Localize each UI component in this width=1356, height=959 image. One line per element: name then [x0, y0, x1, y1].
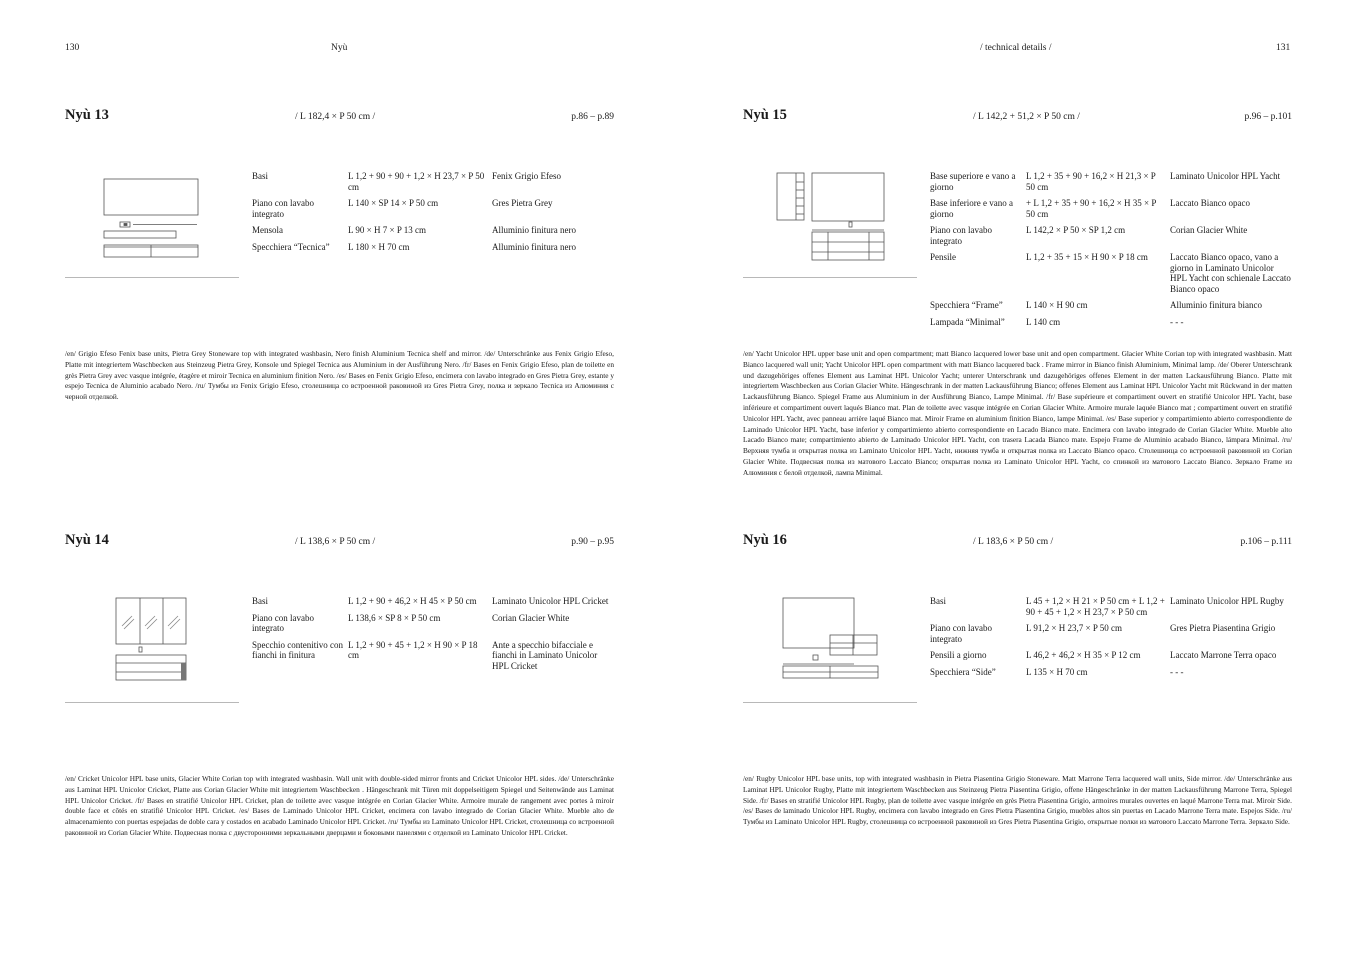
spec-size: L 140 × H 90 cm: [1026, 300, 1088, 310]
overall-dimensions: / L 183,6 × P 50 cm /: [973, 537, 1054, 547]
spec-item: Base superiore e vano a giorno: [930, 171, 1016, 192]
spec-row: [252, 596, 614, 613]
page-reference: p.106 – p.111: [1240, 537, 1292, 547]
divider: [65, 702, 239, 703]
spec-size: L 140 cm: [1026, 316, 1061, 327]
spec-finish: Gres Pietra Grey: [492, 198, 553, 208]
spec-finish: Laccato Bianco opaco, vano a giorno in Laminato Unicolor HPL Yacht con schienale Laccato Bianco opaco: [1170, 252, 1291, 294]
spec-finish: Laccato Bianco opaco: [1170, 198, 1250, 208]
spec-size: L 1,2 + 35 + 90 + 16,2 × H 21,3 × P 50 cm: [1026, 171, 1156, 192]
spec-finish: - - -: [1170, 666, 1184, 677]
spec-finish: Corian Glacier White: [492, 612, 570, 623]
spec-row: [930, 667, 1292, 684]
spec-finish: Alluminio finitura nero: [492, 225, 576, 235]
spec-size: L 1,2 + 90 + 45 + 1,2 × H 90 × P 18 cm: [348, 639, 478, 660]
spec-item: Base inferiore e vano a giorno: [930, 198, 1013, 219]
composition-drawing: [743, 592, 917, 704]
spec-size: L 140 × SP 14 × P 50 cm: [348, 198, 439, 208]
spec-item: Pensile: [930, 252, 956, 262]
spec-finish: Gres Pietra Piasentina Grigio: [1170, 623, 1276, 633]
spec-size: L 135 × H 70 cm: [1026, 666, 1088, 677]
section-title: Nyù 15: [743, 107, 787, 123]
multilingual-description: /en/ Cricket Unicolor HPL base units, Glacier White Corian top with integrated washbasin. Wall unit with double-sided mirror fronts and Cricket Unicolor HPL sides. /de/ Unterschränke aus Laminat HPL Unicolor Cricket, Platte aus Corian Glacier White mit integriertem Waschbecken . Hängeschrank mit Türen mit doppelseitigem Spiegel und Seitenwände aus Laminat HPL Unicolor Cricket. /fr/ Bases en stratifié Unicolor HPL Cricket, plan de toilette avec vasque intégrée en Corian Glacier White. Armoire murale de rangement avec portes à miroir double face et côtés en stratifié Unicolor HPL Cricket. /es/ Bases de Laminado Unicolor HPL Cricket, encimera con lavabo integrado de Corian Glacier White. Mueble alto de almacenamiento con puertas espejadas de doble cara y costados en acabado Laminado Unicolor HPL Cricket. /ru/ Тумбы из Laminato Unicolor HPL Cricket, столешница со встроенной раковиной из Corian Glacier White. Подвесная полка с двусторонними зеркальными дверцами и боковыми панелями с отделкой из Laminato Unicolor HPL Cricket.: [65, 774, 614, 837]
spec-row: [252, 242, 614, 259]
overall-dimensions: / L 142,2 + 51,2 × P 50 cm /: [973, 112, 1080, 122]
composition-drawing: [65, 167, 239, 279]
spec-row: [930, 596, 1292, 623]
spec-item: Pensili a giorno: [930, 650, 987, 660]
spec-size: L 138,6 × SP 8 × P 50 cm: [348, 612, 441, 623]
spec-item: Specchiera “Side”: [930, 666, 996, 677]
spec-finish: Corian Glacier White: [1170, 225, 1248, 235]
multilingual-description: /en/ Grigio Efeso Fenix base units, Pietra Grey Stoneware top with integrated washbasin, Nero finish Aluminium Tecnica shelf and mirror. /de/ Unterschränke aus Fenix Grigio Efeso, Platte mit integriertem Waschbecken aus Steinzeug Pietra Grey, Konsole und Spiegel Tecnica aus Aluminium in der Ausführung Nero. /fr/ Bases en Fenix Grigio Efeso, plan de toilette en grès Pietra Grey avec vasque intégrée, étagère et miroir Tecnica en aluminium finition Nero. /es/ Bases en Fenix Grigio Efeso, encimera con lavabo integrado en Gres Pietra Grey, estante y espejo Tecnica de Aluminio acabado Nero. /ru/ Тумбы из Fenix Grigio Efeso, столешница со встроенной раковиной из Gres Pietra Grey, полка и зеркало Tecnica из Алюминия с черной отделкой.: [65, 349, 614, 402]
spec-table: [930, 596, 1292, 683]
page-number-left: 130: [65, 43, 80, 53]
spec-finish: - - -: [1170, 316, 1184, 327]
spec-table: [252, 171, 614, 258]
spec-row: [930, 317, 1292, 334]
spec-finish: Ante a specchio bifacciale e fianchi in Laminato Unicolor HPL Cricket: [492, 639, 598, 671]
overall-dimensions: / L 182,4 × P 50 cm /: [295, 112, 376, 122]
spec-size: L 46,2 + 46,2 × H 35 × P 12 cm: [1026, 650, 1141, 660]
spec-item: Basi: [252, 596, 269, 606]
spec-row: [930, 225, 1292, 252]
spec-table: [930, 171, 1292, 333]
overall-dimensions: / L 138,6 × P 50 cm /: [295, 537, 376, 547]
spec-size: + L 1,2 + 35 + 90 + 16,2 × H 35 × P 50 cm: [1026, 198, 1157, 219]
section-title: Nyù 14: [65, 532, 109, 548]
spec-row: [930, 623, 1292, 650]
spec-item: Specchiera “Frame”: [930, 300, 1003, 310]
multilingual-description: /en/ Rugby Unicolor HPL base units, top with integrated washbasin in Pietra Piasentina Grigio Stoneware. Matt Marrone Terra lacquered wall units, Side mirror. /de/ Unterschränke aus Laminat HPL Unicolor Rugby, Platte mit integriertem Waschbecken aus Steinzeug Pietra Piasentina Grigio, offene Hängeschränke in der matten Lackausführung Marrone Terra, Spiegel Side. /fr/ Bases en stratifié Unicolor HPL Rugby, plan de toilette avec vasque intégrée en grès Pietra Piasentina Grigio, armoires murales ouvertes en laqué Marrone Terra mat. Miroir Side. /es/ Bases de laminado Unicolor HPL Rugby, encimera con lavabo integrado en Gres Pietra Piasentina Grigio, muebles altos sin puertas en Lacado Marrone Terra mate. Espejos Side. /ru/ Тумбы из Laminato Unicolor HPL Rugby, столешница со встроенной раковиной из Gres Pietra Piasentina Grigio, открытые полки из матового Laccato Marrone Terra. Зеркало Side.: [743, 774, 1292, 827]
spec-row: [930, 300, 1292, 317]
spec-size: L 180 × H 70 cm: [348, 241, 410, 252]
spec-finish: Laminato Unicolor HPL Yacht: [1170, 171, 1281, 181]
spec-item: Basi: [252, 171, 269, 181]
spec-item: Lampada “Minimal”: [930, 316, 1005, 327]
spec-row: [930, 198, 1292, 225]
section-title: Nyù 13: [65, 107, 109, 123]
spec-item: Mensola: [252, 225, 283, 235]
spec-row: [252, 171, 614, 198]
spec-item: Piano con lavabo integrato: [930, 225, 992, 246]
spec-row: [930, 171, 1292, 198]
spec-row: [252, 198, 614, 225]
page-reference: p.86 – p.89: [571, 112, 614, 122]
spec-item: Specchiera “Tecnica”: [252, 241, 330, 252]
spec-row: [252, 613, 614, 640]
spec-table: [252, 596, 614, 677]
page-reference: p.90 – p.95: [571, 537, 614, 547]
spec-finish: Laminato Unicolor HPL Cricket: [492, 596, 609, 606]
spec-item: Basi: [930, 596, 947, 606]
composition-drawing: [65, 592, 239, 704]
running-title-right: / technical details /: [980, 43, 1052, 53]
running-title-left: Nyù: [331, 43, 348, 53]
spec-size: L 1,2 + 35 + 15 × H 90 × P 18 cm: [1026, 252, 1148, 262]
spec-row: [252, 225, 614, 242]
divider: [743, 702, 917, 703]
page-reference: p.96 – p.101: [1244, 112, 1292, 122]
spec-row: [252, 640, 614, 678]
spec-finish: Alluminio finitura nero: [492, 241, 576, 252]
spec-finish: Alluminio finitura bianco: [1170, 300, 1262, 310]
divider: [743, 277, 917, 278]
spec-item: Specchio contenitivo con fianchi in finitura: [252, 639, 343, 660]
spec-size: L 91,2 × H 23,7 × P 50 cm: [1026, 623, 1122, 633]
spec-item: Piano con lavabo integrato: [930, 623, 992, 644]
spec-size: L 1,2 + 90 + 90 + 1,2 × H 23,7 × P 50 cm: [348, 171, 485, 192]
divider: [65, 277, 239, 278]
spec-finish: Laminato Unicolor HPL Rugby: [1170, 596, 1284, 606]
multilingual-description: /en/ Yacht Unicolor HPL upper base unit and open compartment; matt Bianco lacquered lower base unit and open compartment. Glacier White Corian top with integrated washbasin. Matt Bianco lacquered wall unit; Yacht Unicolor HPL open compartment with matt Bianco lacquered back . Frame mirror in Bianco finish Aluminium, Minimal lamp. /de/ Oberer Unterschrank und dazugehöriges offenes Element aus Laminat HPL Unicolor Yacht; unterer Unterschrank und dazugehöriges offenes Element in der matten Lackausführung Bianco. Platte mit integriertem Waschbecken aus Corian Glacier White. Hängeschrank in der matten Lackausführung Bianco; offenes Element aus Laminat HPL Unicolor Yacht mit Rückwand in der matten Lackausführung Bianco. Spiegel Frame aus Aluminium in der Ausführung Bianco, Lampe Minimal. /fr/ Base supérieure et compartiment ouvert en stratifié Unicolor HPL Yacht, base inférieure et compartiment ouvert laqués Bianco mat. Plan de toilette avec vasque intégrée en Corian Glacier White. Armoire murale laquée Bianco mat ; compartiment ouvert en stratifié Unicolor HPL Yacht, avec panneau arrière laqué Bianco mat. Miroir Frame en aluminium finition Bianco, lampe Minimal. /es/ Base superior y compartimiento abierto correspondiente de Laminado Unicolor HPL Yacht, base inferior y compartimiento abierto correspondiente en Lacado Bianco mate. Encimera con lavabo integrado de Corian Glacier White. Mueble alto Lacado Bianco mate; compartimiento abierto de Laminado Unicolor HPL Yacht, con trasera Lacada Bianco mate. Espejo Frame de Aluminio acabado Bianco, lámpara Minimal. /ru/ Верхняя тумба и открытая полка из Laminato Unicolor HPL Yacht, нижняя тумба и открытая полка из Laccato Bianco opaco. Столешница со встроенной раковиной из Corian Glacier White. Подвесная полка из матового Laccato Bianco; открытая полка из Laminato Unicolor HPL Yacht, со спинкой из матового Laccato Bianco. Зеркало Frame из Алюминия с белой отделкой, лампа Minimal.: [743, 349, 1292, 477]
spec-size: L 45 + 1,2 × H 21 × P 50 cm + L 1,2 + 90 + 45 + 1,2 × H 23,7 × P 50 cm: [1026, 596, 1165, 617]
composition-drawing: [743, 167, 917, 279]
spec-item: Piano con lavabo integrato: [252, 612, 314, 633]
section-title: Nyù 16: [743, 532, 787, 548]
page-number-right: 131: [1276, 43, 1291, 53]
spec-size: L 1,2 + 90 + 46,2 × H 45 × P 50 cm: [348, 596, 477, 606]
spec-size: L 90 × H 7 × P 13 cm: [348, 225, 426, 235]
spec-row: [930, 650, 1292, 667]
spec-item: Piano con lavabo integrato: [252, 198, 314, 219]
spec-row: [930, 252, 1292, 300]
spec-finish: Laccato Marrone Terra opaco: [1170, 650, 1277, 660]
spec-size: L 142,2 × P 50 × SP 1,2 cm: [1026, 225, 1126, 235]
spec-finish: Fenix Grigio Efeso: [492, 171, 561, 181]
